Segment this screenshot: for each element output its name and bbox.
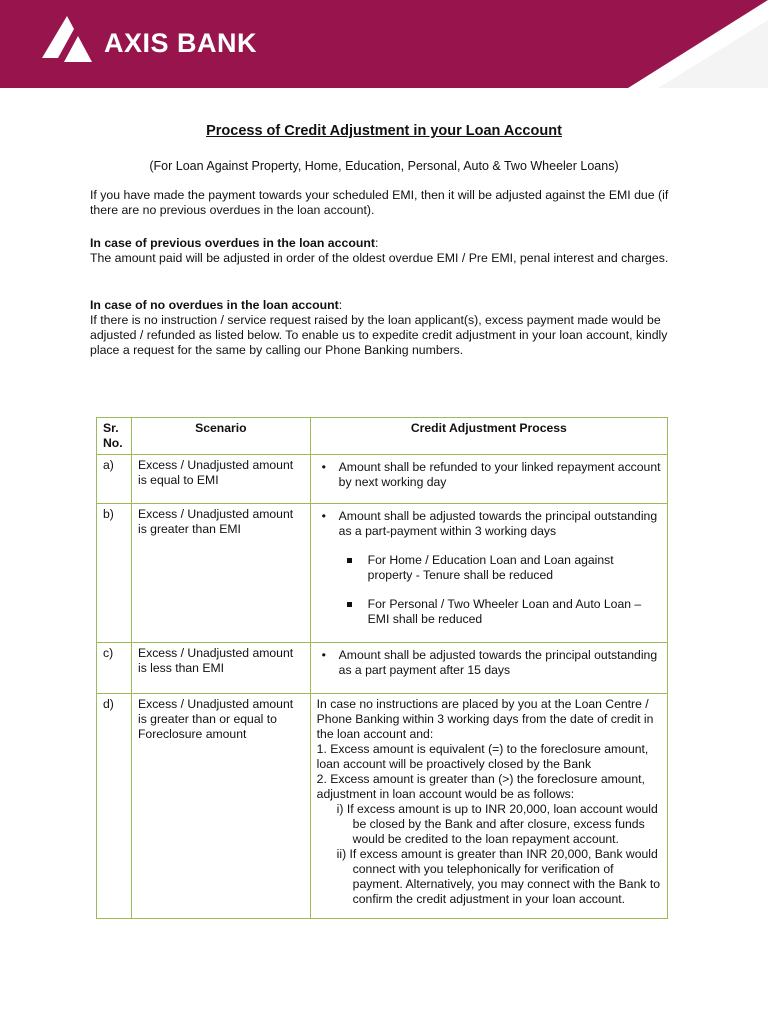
process-text: In case no instructions are placed by you at the Loan Centre / Phone Banking within 3 working days from the date of credit in the loan account and: [316, 697, 654, 741]
table-row [97, 455, 668, 504]
row-scenario: Excess / Unadjusted amount is greater than or equal to Foreclosure amount [131, 694, 310, 919]
header-scenario: Scenario [131, 418, 310, 455]
table-row [97, 643, 668, 694]
intro-paragraph: If you have made the payment towards your scheduled EMI, then it will be adjusted against the EMI due (if there are no previous overdues in the loan account). [90, 188, 669, 217]
row-scenario: Excess / Unadjusted amount is less than EMI [131, 643, 310, 694]
row-scenario: Excess / Unadjusted amount is greater than EMI [131, 504, 310, 643]
process-text: 2. Excess amount is greater than (>) the foreclosure amount, adjustment in loan account would be as follows: [316, 772, 645, 801]
row-process [310, 643, 667, 694]
process-bullet: • Amount shall be adjusted towards the principal outstanding as a part payment after 15 days [317, 648, 661, 678]
process-sub-item: i) If excess amount is up to INR 20,000, loan account would be closed by the Bank and after closure, excess funds would be credited to the loan repayment account. [336, 802, 658, 846]
process-text: 1. Excess amount is equivalent (=) to the foreclosure amount, loan account will be proactively closed by the Bank [316, 742, 649, 771]
table-header-row [97, 418, 668, 455]
section-body: The amount paid will be adjusted in order of the oldest overdue EMI / Pre EMI, penal interest and charges. [90, 251, 669, 265]
credit-adjustment-table [96, 417, 668, 919]
row-sr: d) [97, 694, 132, 919]
row-process [310, 455, 667, 504]
header-banner [0, 0, 768, 88]
document-subtitle: (For Loan Against Property, Home, Education, Personal, Auto & Two Wheeler Loans) [149, 159, 619, 173]
row-process [310, 694, 667, 919]
row-sr: a) [97, 455, 132, 504]
process-bullet: • Amount shall be adjusted towards the principal outstanding as a part-payment within 3 working days [317, 509, 661, 539]
process-sub-bullet: For Personal / Two Wheeler Loan and Auto Loan – EMI shall be reduced [317, 597, 661, 627]
section-previous-overdues: In case of previous overdues in the loan account: The amount paid will be adjusted in order of the oldest overdue EMI / Pre EMI, penal interest and charges. [90, 236, 669, 265]
process-sub-bullet: For Home / Education Loan and Loan against property - Tenure shall be reduced [317, 553, 661, 583]
brand-name: AXIS BANK [104, 27, 258, 58]
row-scenario: Excess / Unadjusted amount is equal to EMI [131, 455, 310, 504]
table-row [97, 504, 668, 643]
section-heading: In case of previous overdues in the loan account [90, 236, 375, 250]
process-bullet: • Amount shall be refunded to your linked repayment account by next working day [317, 460, 661, 490]
document-title: Process of Credit Adjustment in your Loan Account [206, 123, 562, 139]
table-row [97, 694, 668, 919]
header-sr-no: Sr. No. [97, 418, 132, 455]
section-heading: In case of no overdues in the loan account [90, 298, 339, 312]
banner-fold-decoration [508, 0, 768, 88]
row-sr: c) [97, 643, 132, 694]
row-process [310, 504, 667, 643]
section-no-overdues: In case of no overdues in the loan account: If there is no instruction / service request raised by the loan applicant(s), excess payment made would be adjusted / refunded as listed below. To enable us to expedite credit adjustment in your loan account, kindly place a request for the same by calling our Phone Banking numbers. [90, 298, 670, 358]
process-sub-item: ii) If excess amount is greater than INR 20,000, Bank would connect with you telephonically for verification of payment. Alternatively, you may connect with the Bank to confirm the credit adjustment in your loan account. [336, 847, 660, 906]
row-sr: b) [97, 504, 132, 643]
brand-logo [38, 14, 257, 72]
axis-triangle-logo-icon [38, 14, 96, 72]
section-body: If there is no instruction / service request raised by the loan applicant(s), excess payment made would be adjusted / refunded as listed below. To enable us to expedite credit adjustment in your loan account, kindly place a request for the same by calling our Phone Banking numbers. [90, 313, 668, 357]
header-process: Credit Adjustment Process [310, 418, 667, 455]
